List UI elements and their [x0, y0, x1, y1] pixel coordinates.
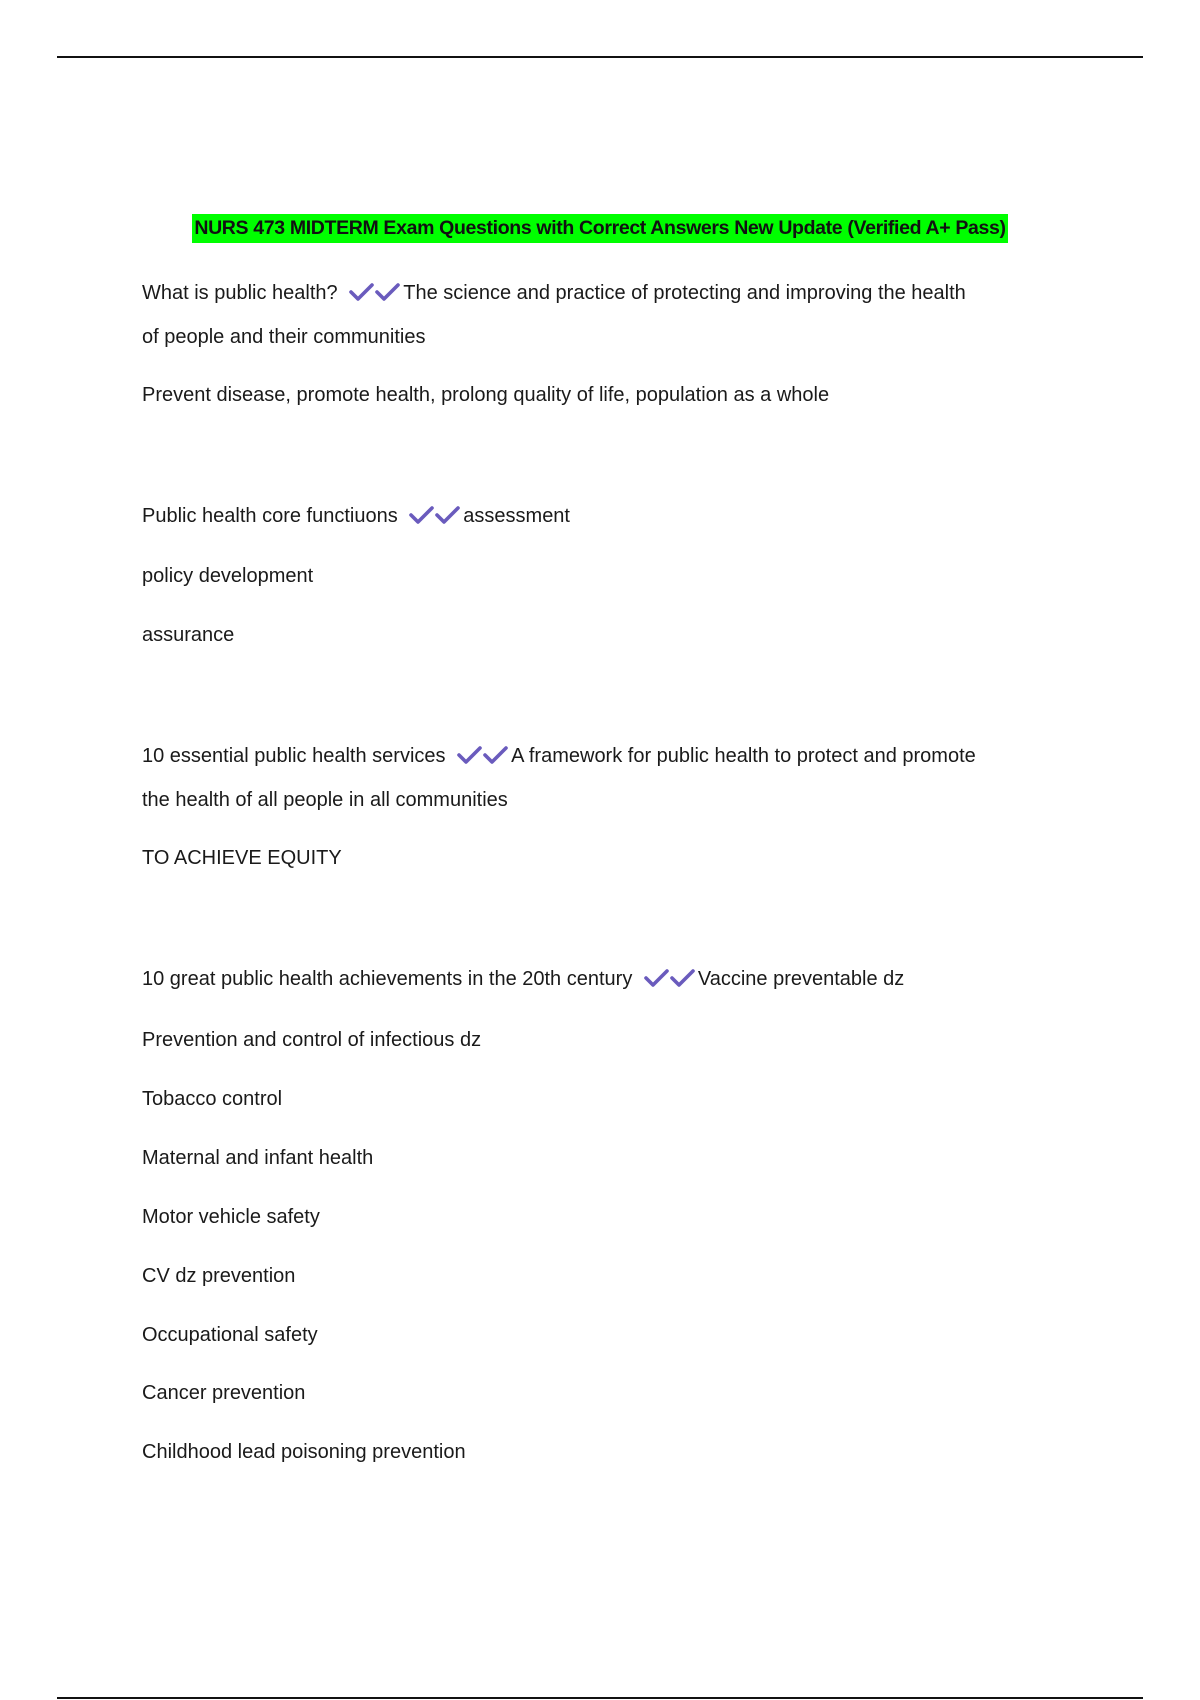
question-text: What is public health?: [142, 282, 338, 304]
answer-line: Childhood lead poisoning prevention: [142, 1441, 466, 1463]
question-line: [142, 967, 904, 994]
answer-text: A framework for public health to protect and promote: [511, 745, 976, 767]
answer-line: Prevention and control of infectious dz: [142, 1029, 482, 1051]
double-checkmark-icon: [409, 505, 461, 531]
title-container: [0, 214, 1200, 243]
question-line: [142, 281, 966, 308]
answer-line: Prevent disease, promote health, prolong quality of life, population as a whole: [142, 384, 830, 406]
answer-line: Tobacco control: [142, 1088, 283, 1110]
answer-text: Vaccine preventable dz: [697, 968, 905, 990]
answer-line: Maternal and infant health: [142, 1147, 374, 1169]
question-text: 10 essential public health services: [142, 745, 446, 767]
answer-line: Motor vehicle safety: [142, 1206, 320, 1228]
question-text: Public health core functiuons: [142, 505, 398, 527]
double-checkmark-icon: [457, 745, 509, 771]
question-line: [142, 744, 976, 771]
answer-line: Occupational safety: [142, 1324, 318, 1346]
answer-line: assurance: [142, 624, 235, 646]
answer-text: The science and practice of protecting and improving the health: [403, 282, 966, 304]
answer-text: assessment: [463, 505, 570, 527]
double-checkmark-icon: [349, 282, 401, 308]
question-text: 10 great public health achievements in the 20th century: [142, 968, 633, 990]
answer-line: CV dz prevention: [142, 1265, 296, 1287]
answer-line: Cancer prevention: [142, 1382, 306, 1404]
answer-line: policy development: [142, 565, 314, 587]
answer-line: the health of all people in all communities: [142, 789, 508, 811]
footer-rule: [57, 1697, 1143, 1699]
question-line: [142, 504, 570, 531]
header-rule: [57, 56, 1143, 58]
document-title: NURS 473 MIDTERM Exam Questions with Correct Answers New Update (Verified A+ Pass): [192, 214, 1007, 243]
answer-line: TO ACHIEVE EQUITY: [142, 847, 342, 869]
answer-line: of people and their communities: [142, 326, 426, 348]
double-checkmark-icon: [644, 968, 696, 994]
